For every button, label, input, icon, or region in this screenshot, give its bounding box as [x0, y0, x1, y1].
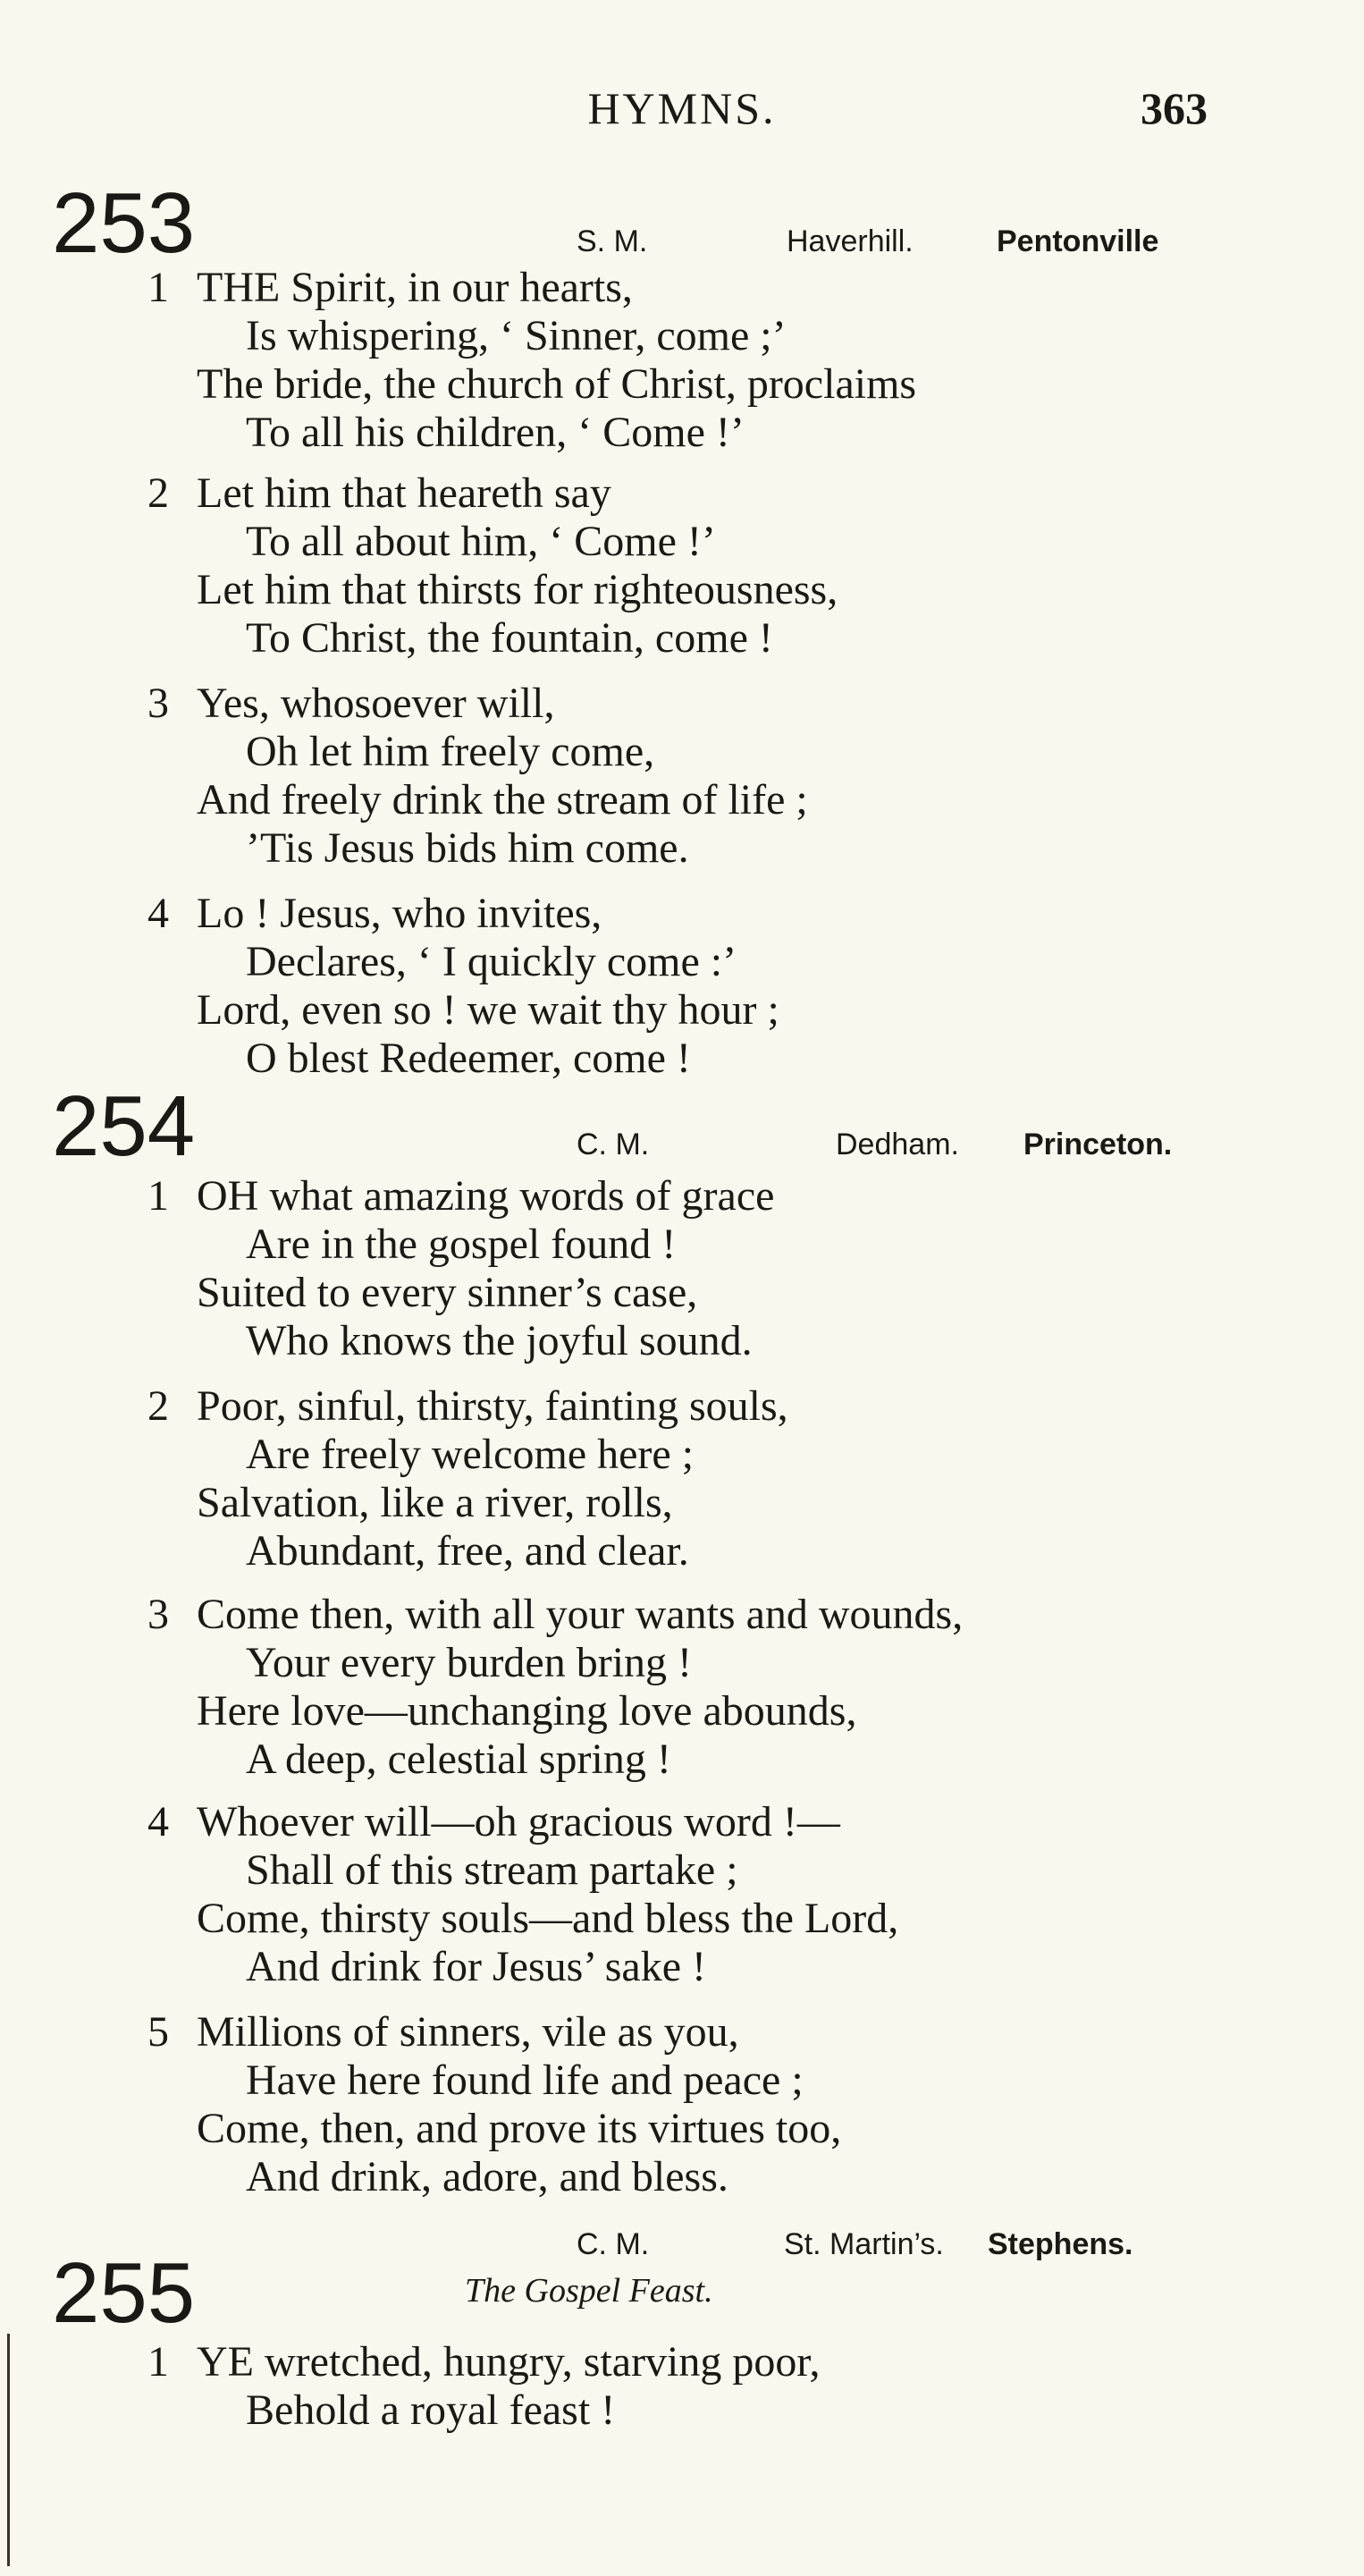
- verse-number: 2: [147, 469, 169, 517]
- verse-line: O blest Redeemer, come !: [246, 1035, 691, 1082]
- verse-line: Shall of this stream partake ;: [246, 1846, 738, 1894]
- verse-number: 3: [147, 1591, 169, 1638]
- verse-line: Lord, even so ! we wait thy hour ;: [197, 986, 779, 1034]
- tune-name-secondary: Stephens.: [988, 2227, 1133, 2261]
- verse-line: To all about him, ‘ Come !’: [246, 518, 716, 565]
- hymn-number: 255: [52, 2245, 196, 2341]
- verse-number: 1: [147, 2338, 169, 2386]
- verse-line: Suited to every sinner’s case,: [197, 1269, 698, 1316]
- verse-line: Yes, whosoever will,: [197, 680, 555, 727]
- hymn-subtitle: The Gospel Feast.: [465, 2272, 713, 2310]
- tune-name-primary: Dedham.: [836, 1128, 959, 1161]
- verse-line: Come, then, and prove its virtues too,: [197, 2105, 842, 2152]
- verse-line: To Christ, the fountain, come !: [246, 614, 773, 662]
- verse-line: Have here found life and peace ;: [246, 2057, 804, 2104]
- verse-line: YE wretched, hungry, starving poor,: [197, 2338, 821, 2386]
- verse-number: 1: [147, 1172, 169, 1220]
- verse-number: 2: [147, 1382, 169, 1430]
- verse-line: And drink for Jesus’ sake !: [246, 1943, 706, 1990]
- verse-line: ’Tis Jesus bids him come.: [246, 824, 689, 872]
- verse-number: 4: [147, 1798, 169, 1845]
- verse-line: Is whispering, ‘ Sinner, come ;’: [246, 312, 787, 359]
- verse-line: To all his children, ‘ Come !’: [246, 409, 745, 456]
- verse-line: A deep, celestial spring !: [246, 1736, 671, 1783]
- verse-line: Whoever will—oh gracious word !—: [197, 1798, 840, 1845]
- hymn-meter: C. M.: [577, 2227, 650, 2261]
- verse-line: Here love—unchanging love abounds,: [197, 1687, 857, 1735]
- hymn-meter: C. M.: [577, 1128, 650, 1161]
- verse-number: 3: [147, 680, 169, 727]
- verse-line: Come, thirsty souls—and bless the Lord,: [197, 1895, 899, 1942]
- verse-line: OH what amazing words of grace: [197, 1172, 775, 1220]
- verse-line: Your every burden bring !: [246, 1639, 693, 1686]
- page-edge-mark: [7, 2334, 10, 2566]
- verse-line: Lo ! Jesus, who invites,: [197, 890, 602, 937]
- hymn-number: 253: [52, 175, 196, 271]
- verse-number: 4: [147, 890, 169, 937]
- verse-line: Come then, with all your wants and wounds,: [197, 1591, 964, 1638]
- verse-line: Who knows the joyful sound.: [246, 1317, 753, 1364]
- tune-name-secondary: Pentonville: [997, 224, 1159, 258]
- verse-number: 5: [147, 2008, 169, 2056]
- verse-line: Millions of sinners, vile as you,: [197, 2008, 739, 2056]
- hymn-number: 254: [52, 1078, 196, 1174]
- running-title: HYMNS.: [587, 83, 777, 133]
- verse-number: 1: [147, 264, 169, 311]
- verse-line: Behold a royal feast !: [246, 2386, 616, 2434]
- verse-line: And freely drink the stream of life ;: [197, 776, 808, 823]
- hymn-meter: S. M.: [577, 224, 648, 258]
- verse-line: Poor, sinful, thirsty, fainting souls,: [197, 1382, 788, 1430]
- verse-line: The bride, the church of Christ, proclaims: [197, 360, 917, 408]
- verse-line: Are freely welcome here ;: [246, 1431, 695, 1478]
- verse-line: Let him that thirsts for righteousness,: [197, 566, 838, 613]
- verse-line: Are in the gospel found !: [246, 1220, 677, 1268]
- verse-line: Salvation, like a river, rolls,: [197, 1479, 673, 1526]
- tune-name-primary: Haverhill.: [787, 224, 914, 258]
- verse-line: Oh let him freely come,: [246, 728, 655, 775]
- tune-name-secondary: Princeton.: [1023, 1128, 1173, 1161]
- verse-line: THE Spirit, in our hearts,: [197, 264, 633, 311]
- page-number: 363: [1141, 83, 1208, 133]
- tune-name-primary: St. Martin’s.: [784, 2227, 944, 2261]
- verse-line: And drink, adore, and bless.: [246, 2153, 728, 2200]
- verse-line: Declares, ‘ I quickly come :’: [246, 938, 737, 985]
- verse-line: Abundant, free, and clear.: [246, 1527, 689, 1575]
- verse-line: Let him that heareth say: [197, 469, 611, 517]
